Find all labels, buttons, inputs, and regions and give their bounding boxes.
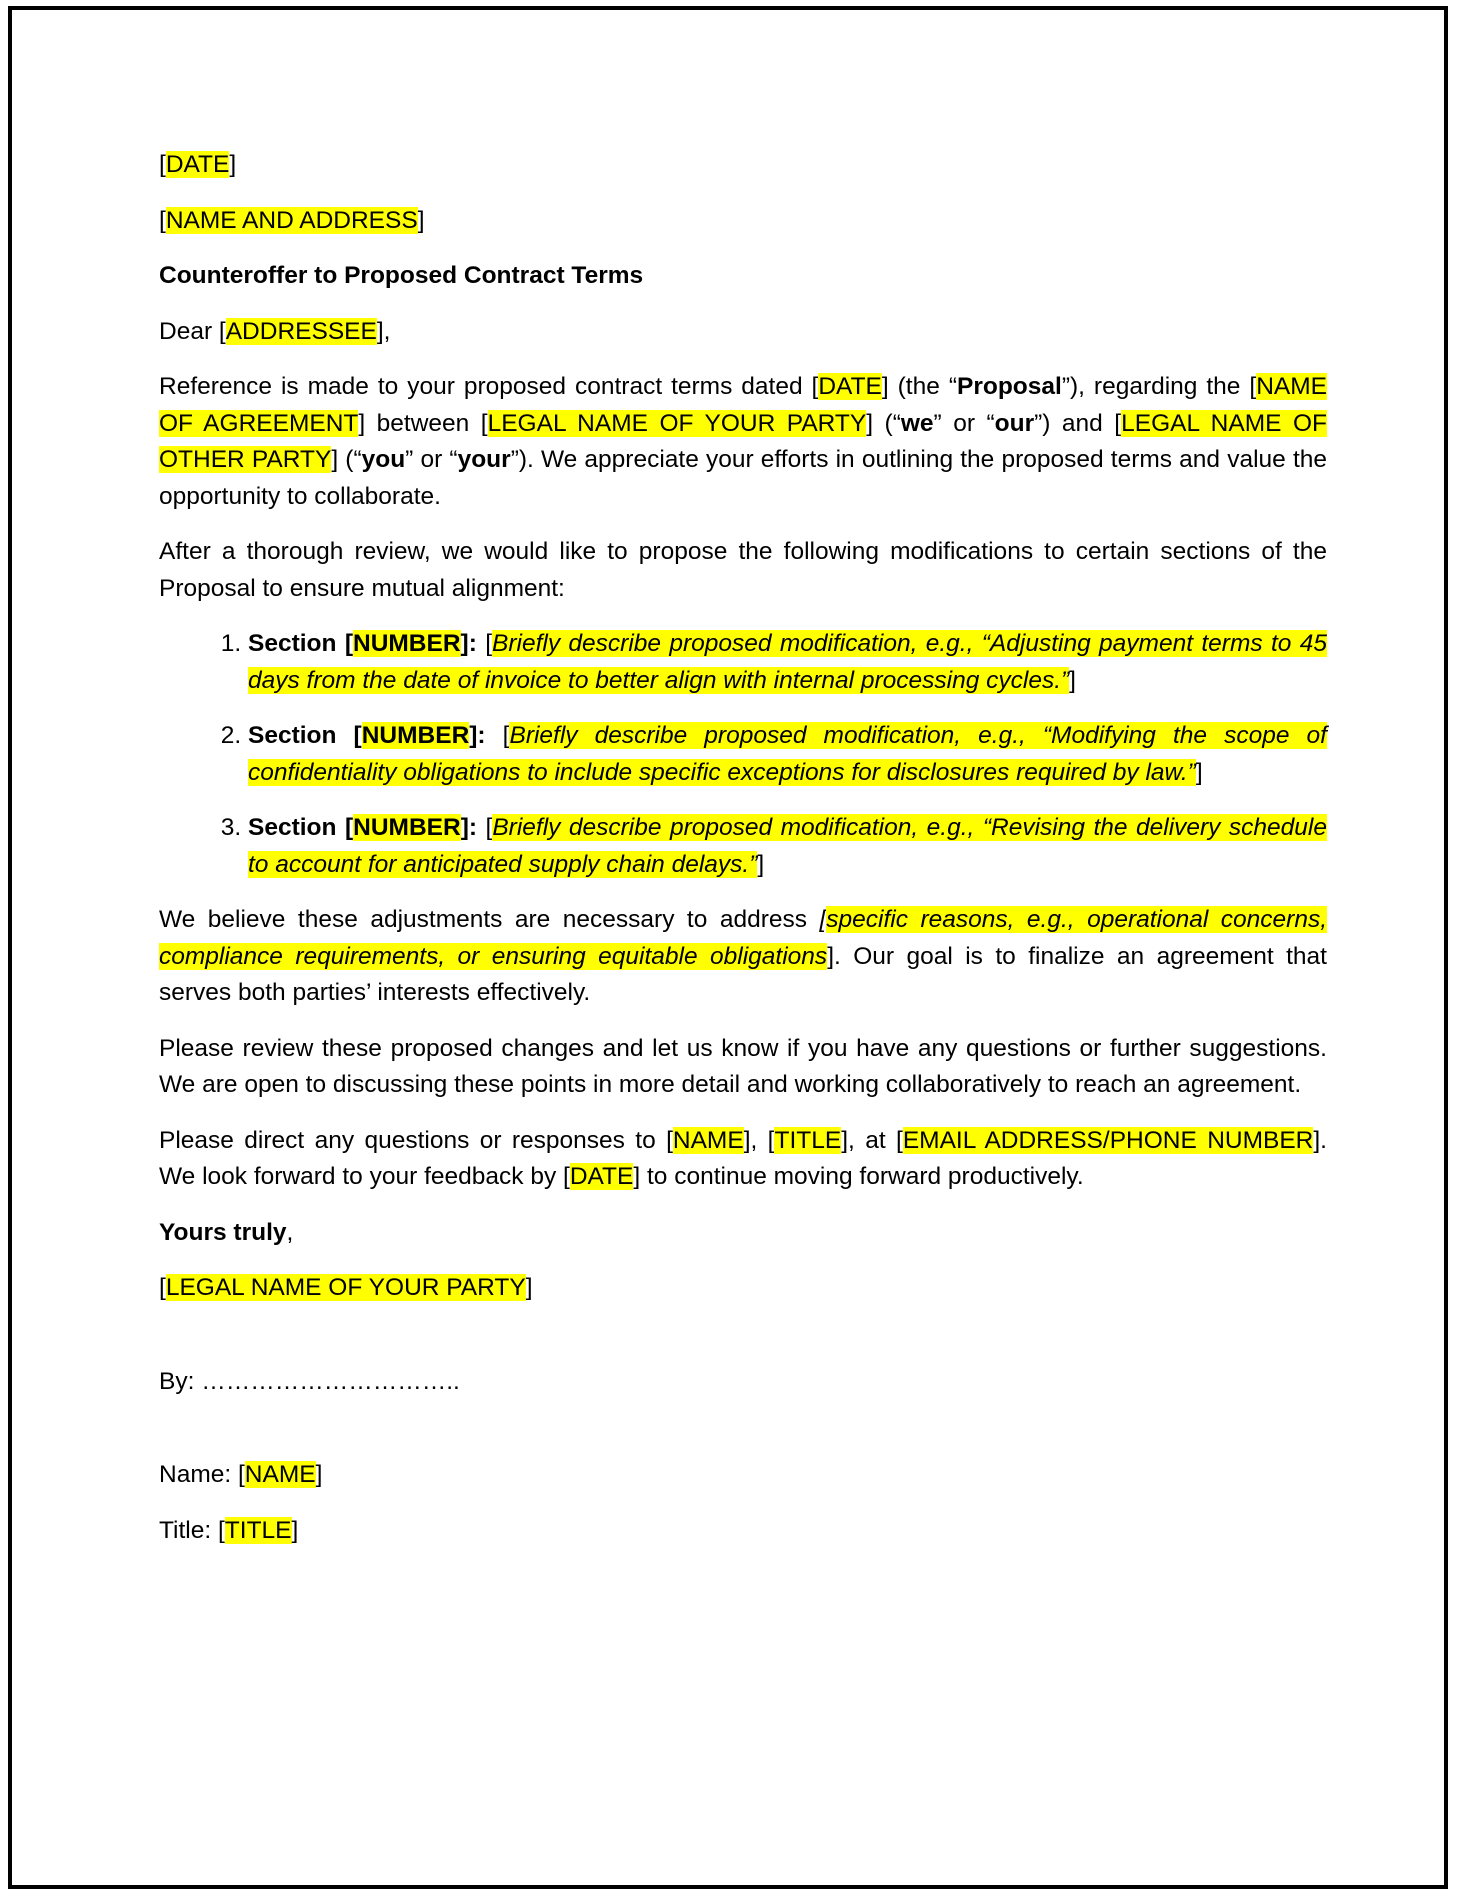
contact-title-placeholder[interactable]: TITLE xyxy=(774,1126,842,1154)
signature-spacer xyxy=(159,1419,1327,1457)
signature-title-line: Title: [TITLE] xyxy=(159,1516,299,1544)
you-term: you xyxy=(361,446,406,473)
recipient-line: [NAME AND ADDRESS] xyxy=(159,206,425,234)
signature-by-line: By: ………………………….. xyxy=(159,1367,460,1395)
reasons-placeholder[interactable]: specific reasons, e.g., operational concerns, compliance requirements, or ensuring equitable obligations xyxy=(159,906,1327,970)
proposal-date-placeholder[interactable]: DATE xyxy=(818,373,882,400)
paragraph-reference: Reference is made to your proposed contract terms dated [DATE] (the “Proposal”), regarding the [NAME OF AGREEMENT] between [LEGAL NAME OF YOUR PARTY] (“we” or “our”) and [LEGAL NAME OF OTHER PARTY] (“you” or “your”). We appreciate your efforts in outlining the proposed terms and value the opportunity to collaborate. xyxy=(159,373,1327,510)
modification-description-placeholder[interactable]: Briefly describe proposed modification, e.g., “Modifying the scope of confidentiality obligations to include specific exceptions for disclosures required by law.” xyxy=(248,722,1327,786)
signatory-name-placeholder[interactable]: NAME xyxy=(244,1461,316,1488)
closing: Yours truly, xyxy=(159,1218,294,1246)
contact-info-placeholder[interactable]: EMAIL ADDRESS/PHONE NUMBER xyxy=(902,1126,1314,1154)
salutation: Dear [ADDRESSEE], xyxy=(159,317,391,345)
proposal-term: Proposal xyxy=(956,373,1062,400)
agreement-name-placeholder[interactable]: NAME OF AGREEMENT xyxy=(159,373,1327,437)
we-term: we xyxy=(900,409,934,437)
signatory-title-placeholder[interactable]: TITLE xyxy=(224,1516,292,1544)
name-address-placeholder[interactable]: NAME AND ADDRESS xyxy=(165,206,418,234)
addressee-placeholder[interactable]: ADDRESSEE xyxy=(225,317,377,345)
modification-description-placeholder[interactable]: Briefly describe proposed modification, e.g., “Revising the delivery schedule to account for anticipated supply chain delays.” xyxy=(248,814,1327,878)
paragraph-please-review: Please review these proposed changes and let us know if you have any questions or further suggestions. We are open to discussing these points in more detail and working collaboratively to reach an agreement. xyxy=(159,1034,1327,1098)
paragraph-review: After a thorough review, we would like to propose the following modifications to certain sections of the Proposal to ensure mutual alignment: xyxy=(159,538,1327,602)
date-line: [DATE] xyxy=(159,151,237,178)
contact-name-placeholder[interactable]: NAME xyxy=(672,1126,744,1154)
letter-subject: Counteroffer to Proposed Contract Terms xyxy=(159,262,644,289)
signature-party-placeholder[interactable]: LEGAL NAME OF YOUR PARTY xyxy=(165,1274,526,1301)
list-item: 3. Section [NUMBER]: [Briefly describe proposed modification, e.g., “Revising the delivery schedule to account for anticipated supply chain delays.”] xyxy=(248,810,1327,883)
feedback-date-placeholder[interactable]: DATE xyxy=(569,1163,634,1190)
modifications-list xyxy=(159,626,1327,883)
paragraph-reasons: We believe these adjustments are necessary to address [specific reasons, e.g., operational concerns, compliance requirements, or ensuring equitable obligations]. Our goal is to finalize an agreement that serves both parties’ interests effectively. xyxy=(159,906,1327,1006)
signature-party: [LEGAL NAME OF YOUR PARTY] xyxy=(159,1274,533,1301)
list-item: 2. Section [NUMBER]: [Briefly describe proposed modification, e.g., “Modifying the scope of confidentiality obligations to include specific exceptions for disclosures required by law.”] xyxy=(248,718,1327,791)
paragraph-contact: Please direct any questions or responses to [NAME], [TITLE], at [EMAIL ADDRESS/PHONE NUMBER]. We look forward to your feedback by [DATE] to continue moving forward productively. xyxy=(159,1126,1327,1190)
letter-body xyxy=(159,147,1327,1568)
your-term: your xyxy=(457,446,511,473)
our-term: our xyxy=(994,409,1035,437)
signature-name-line: Name: [NAME] xyxy=(159,1461,323,1488)
your-party-placeholder[interactable]: LEGAL NAME OF YOUR PARTY xyxy=(487,409,867,437)
date-placeholder[interactable]: DATE xyxy=(165,151,230,178)
signature-spacer xyxy=(159,1326,1327,1364)
list-item: 1. Section [NUMBER]: [Briefly describe proposed modification, e.g., “Adjusting payment terms to 45 days from the date of invoice to better align with internal processing cycles.”] xyxy=(248,626,1327,699)
modification-description-placeholder[interactable]: Briefly describe proposed modification, e.g., “Adjusting payment terms to 45 days from the date of invoice to better align with internal processing cycles.” xyxy=(248,630,1327,694)
section-number-placeholder[interactable]: NUMBER xyxy=(361,722,470,749)
section-number-placeholder[interactable]: NUMBER xyxy=(353,814,461,841)
document-page xyxy=(8,6,1448,1889)
section-number-placeholder[interactable]: NUMBER xyxy=(353,630,461,657)
other-party-placeholder[interactable]: LEGAL NAME OF OTHER PARTY xyxy=(159,409,1327,473)
